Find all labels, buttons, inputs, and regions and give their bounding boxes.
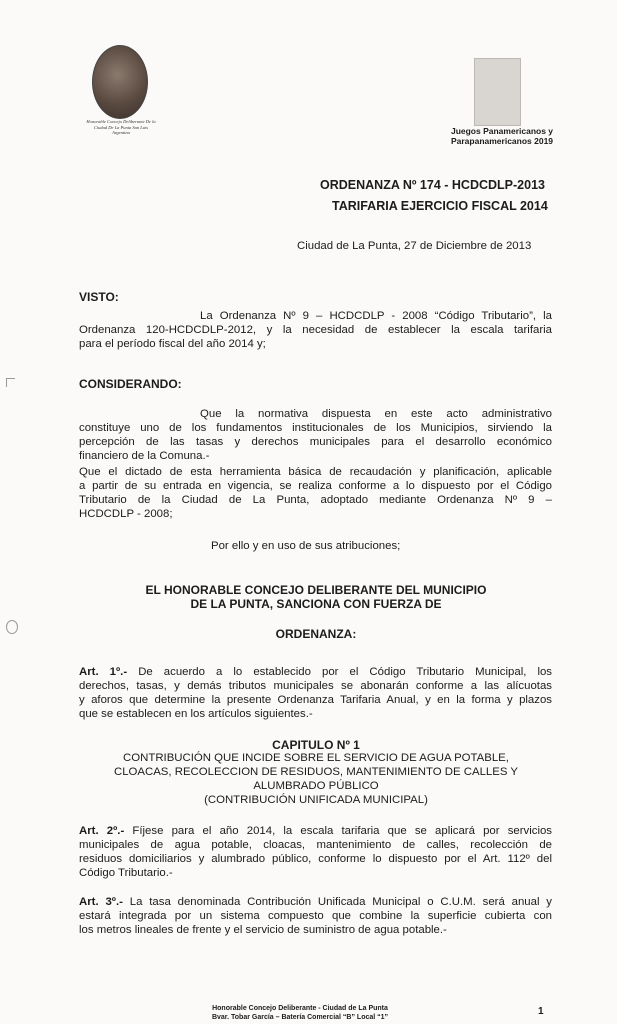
chapter-heading: CAPITULO Nº 1 — [272, 738, 360, 752]
article-1-label: Art. 1º.- — [79, 666, 128, 678]
article-1-line: que se establecen en los artículos siguientes.- — [79, 708, 313, 720]
article-2-line: municipales de agua potable, cloacas, mantenimiento de calles, recolección de — [79, 839, 552, 851]
date-line: Ciudad de La Punta, 27 de Diciembre de 2013 — [297, 240, 532, 252]
considerando-closing: Por ello y en uso de sus atribuciones; — [211, 540, 401, 552]
article-1-line: derechos, tasas, y demás tributos municipales se abonarán conforme a las alícuotas — [79, 680, 552, 692]
considerando-line: constituye uno de los fundamentos institucionales de los Municipios, sirviendo la — [79, 422, 552, 434]
page-number: 1 — [538, 1006, 544, 1017]
article-1-line: y aforos que determine la presente Ordenanza Tarifaria Anual, y en la forma y plazos — [79, 694, 552, 706]
considerando-line: financiero de la Comuna.- — [79, 450, 210, 462]
article-3-line: los metros lineales de frente y el servicio de suministro de agua potable.- — [79, 924, 447, 936]
council-seal-logo — [92, 45, 148, 119]
article-2-label: Art. 2º.- — [79, 825, 125, 837]
considerando-line: Tributario de la Ciudad de La Punta, adoptado mediante Ordenanza Nº 9 – — [79, 494, 552, 506]
article-2-line: residuos domiciliarios y alumbrado público, conforme lo dispuesto por el Art. 112º del — [79, 853, 552, 865]
council-statement-line: EL HONORABLE CONCEJO DELIBERANTE DEL MUNICIPIO — [145, 583, 487, 597]
council-statement-line: DE LA PUNTA, SANCIONA CON FUERZA DE — [190, 597, 442, 611]
chapter-title-line: ALUMBRADO PÚBLICO — [253, 780, 379, 792]
article-2-text: Fíjese para el año 2014, la escala tarifaria que se aplicará por servicios — [132, 825, 552, 837]
footer-line: Honorable Concejo Deliberante - Ciudad de La Punta — [212, 1005, 388, 1012]
ordinance-subtitle: TARIFARIA EJERCICIO FISCAL 2014 — [332, 199, 548, 213]
visto-line: Ordenanza 120-HCDCDLP-2012, y la necesidad de establecer la escala tarifaria — [79, 324, 552, 336]
article-1-line — [79, 666, 552, 679]
article-2-line — [79, 825, 552, 838]
considerando-line: Que la normativa dispuesta en este acto administrativo — [200, 408, 552, 420]
footer-line: Bvar. Tobar García – Batería Comercial “B” Local “1” — [211, 1014, 389, 1021]
article-3-line: estará integrada por un sistema compuesto que combine la superficie cubierta con — [79, 910, 552, 922]
scan-mark — [6, 620, 18, 634]
chapter-title-line: CONTRIBUCIÓN QUE INCIDE SOBRE EL SERVICIO DE AGUA POTABLE, — [123, 752, 509, 764]
article-2-line: Código Tributario.- — [79, 867, 173, 879]
visto-line: La Ordenanza Nº 9 – HCDCDLP - 2008 “Código Tributario”, la — [200, 310, 552, 322]
visto-heading: VISTO: — [79, 290, 119, 304]
considerando-heading: CONSIDERANDO: — [79, 377, 182, 391]
article-3-line — [79, 896, 552, 909]
considerando-line: Que el dictado de esta herramienta básica de recaudación y planificación, aplicable — [79, 466, 552, 478]
panamerican-games-logo — [474, 58, 521, 126]
scan-mark — [6, 378, 15, 387]
chapter-title-line: (CONTRIBUCIÓN UNIFICADA MUNICIPAL) — [204, 794, 428, 806]
council-seal-caption: Honorable Concejo Deliberante De la Ciudad De La Punta San Luis Argentina — [86, 119, 156, 135]
article-1-text: De acuerdo a lo establecido por el Código Tributario Municipal, los — [138, 666, 552, 678]
ordinance-number-title: ORDENANZA Nº 174 - HCDCDLP-2013 — [320, 178, 545, 192]
considerando-line: HCDCDLP - 2008; — [79, 508, 173, 520]
chapter-title-line: CLOACAS, RECOLECCION DE RESIDUOS, MANTENIMIENTO DE CALLES Y — [113, 766, 519, 778]
visto-line: para el período fiscal del año 2014 y; — [79, 338, 266, 350]
article-3-text: La tasa denominada Contribución Unificada Municipal o C.U.M. será anual y — [129, 896, 553, 908]
ordenanza-heading: ORDENANZA: — [275, 627, 357, 641]
considerando-line: percepción de las tasas y derechos municipales para el desarrollo económico — [79, 436, 552, 448]
considerando-line: a partir de su entrada en vigencia, se realiza conforme a lo dispuesto por el Código — [79, 480, 552, 492]
article-3-label: Art. 3º.- — [79, 896, 123, 908]
panamerican-games-text: Juegos Panamericanos y Parapanamericanos 2019 — [450, 126, 554, 146]
